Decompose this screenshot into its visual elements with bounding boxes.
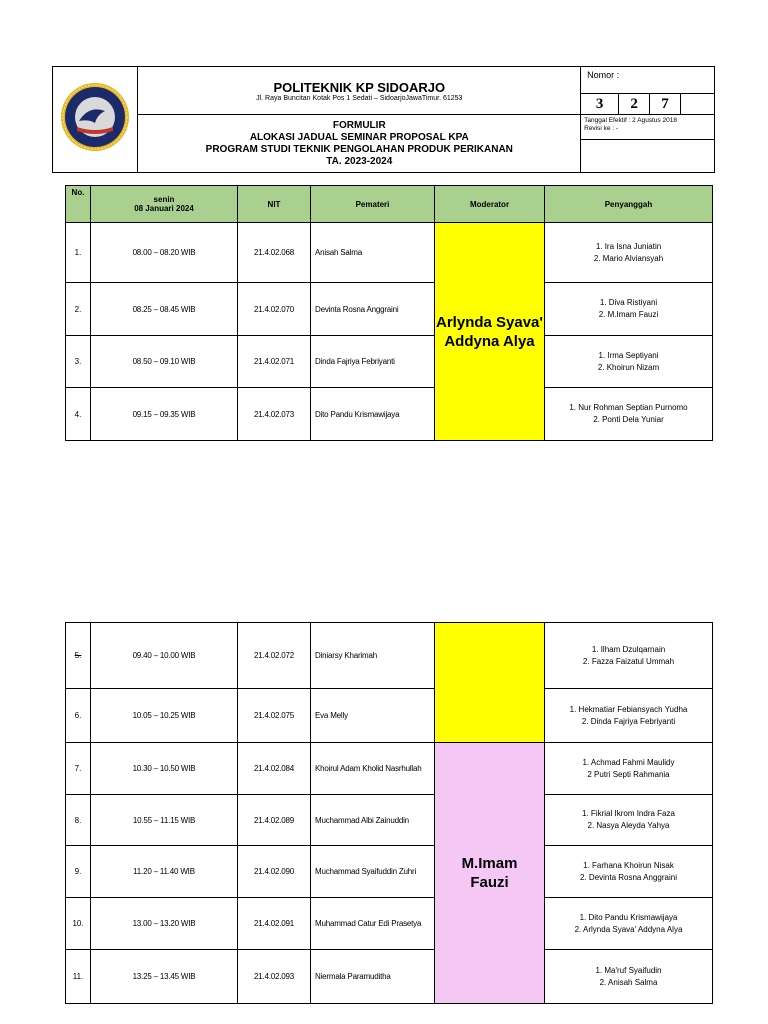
form-title: FORMULIR ALOKASI JADUAL SEMINAR PROPOSAL KPA PROGRAM STUDI TEKNIK PENGOLAHAN PRODUK PERIKANAN TA. 2023-2024 [205, 119, 513, 167]
header-moderator: Moderator [435, 186, 545, 223]
table-row: 9. 11.20 – 11.40 WIB 21.4.02.090 Muchammad Syaifuddin Zuhri 1. Farhana Khoirun Nisak 2. Devinta Rosna Anggraini [66, 846, 713, 898]
table-row: 1. 08.00 – 08.20 WIB 21.4.02.068 Anisah Salma Arlynda Syava' Addyna Alya 1. Ira Isna Juniatin 2. Mario Alviansyah [66, 223, 713, 283]
empty-cell [581, 140, 715, 173]
table-row: 5. 09.40 – 10.00 WIB 21.4.02.072 Diniarsy Kharimah 1. Ilham Dzulqarnain 2. Fazza Faizatul Ummah [66, 623, 713, 689]
table-row: 3. 08.50 – 09.10 WIB 21.4.02.071 Dinda Fajriya Febriyanti 1. Irma Septiyani 2. Khoirun Nizam [66, 336, 713, 388]
nomor-label: Nomor : [581, 67, 715, 94]
header-pemateri: Pemateri [311, 186, 435, 223]
effective-date: Tanggal Efektif : 2 Agustus 2018 [584, 117, 677, 124]
schedule-table-2 [65, 622, 713, 1004]
header-no: No. [66, 186, 91, 223]
schedule-table-1 [65, 185, 713, 441]
table-row: 2. 08.25 – 08.45 WIB 21.4.02.070 Devinta Rosna Anggraini 1. Diva Ristiyani 2. M.Imam Fauzi [66, 283, 713, 336]
nomor-digit [680, 94, 714, 115]
nomor-digit: 2 [619, 94, 650, 115]
table-row: 10. 13.00 – 13.20 WIB 21.4.02.091 Muhammad Catur Edi Prasetya 1. Dito Pandu Krismawijaya 2. Arlynda Syava' Addyna Alya [66, 898, 713, 950]
effective-info [581, 115, 715, 140]
form-title-cell [138, 115, 581, 173]
institution-name: POLITEKNIK KP SIDOARJO [273, 79, 446, 95]
nomor-digit: 3 [581, 94, 619, 115]
table-header-row [66, 186, 713, 223]
moderator-group-2: M.Imam Fauzi [435, 743, 545, 1004]
header-nit: NIT [238, 186, 311, 223]
moderator-group-1: Arlynda Syava' Addyna Alya [435, 223, 545, 441]
revision: Revisi ke : - [584, 125, 619, 132]
nomor-digit: 7 [650, 94, 681, 115]
table-row: 4. 09.15 – 09.35 WIB 21.4.02.073 Dito Pandu Krismawijaya 1. Nur Rohman Septian Purnomo 2. Ponti Dela Yuniar [66, 388, 713, 441]
document-header [52, 66, 715, 173]
table-row: 7. 10.30 – 10.50 WIB 21.4.02.084 Khoirul Adam Kholid Nasrhullah M.Imam Fauzi 1. Achmad Fahmi Maulidy 2 Putri Septi Rahmania [66, 743, 713, 795]
header-penyanggah: Penyanggah [545, 186, 713, 223]
institution-seal-icon [59, 81, 131, 153]
institution-cell [138, 67, 581, 115]
table-row: 8. 10.55 – 11.15 WIB 21.4.02.089 Muchammad Albi Zainuddin 1. Fikrial Ikrom Indra Faza 2. Nasya Aleyda Yahya [66, 795, 713, 846]
moderator-group-1-continued [435, 623, 545, 743]
institution-address: Jl. Raya Buncitan Kotak Pos 1 Sedati – SidoarjoJawaTimur. 61253 [256, 94, 463, 102]
header-date: senin 08 Januari 2024 [91, 186, 238, 223]
table-row: 11. 13.25 – 13.45 WIB 21.4.02.093 Niermala Paramuditha 1. Ma'ruf Syaifudin 2. Anisah Salma [66, 950, 713, 1004]
table-row: 6. 10.05 – 10.25 WIB 21.4.02.075 Eva Melly 1. Hekmatiar Febiansyach Yudha 2. Dinda Fajriya Febriyanti [66, 689, 713, 743]
logo-cell [53, 67, 138, 173]
